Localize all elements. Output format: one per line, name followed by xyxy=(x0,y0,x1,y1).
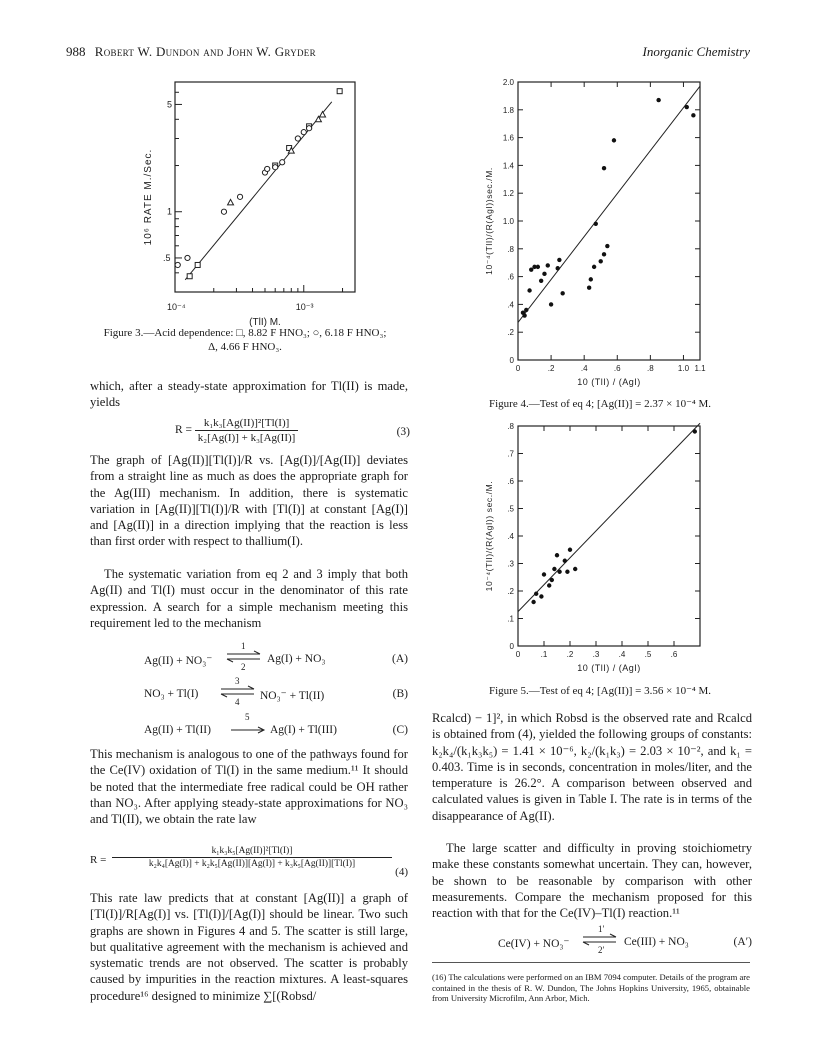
left-para-1: which, after a steady-state approximation for Tl(II) is made, yields xyxy=(90,379,408,410)
running-header-left xyxy=(66,44,316,60)
left-para-5: This rate law predicts that at constant [Ag(II)] a graph of [Tl(I)]/R[Ag(I)] vs. [Tl(I)]/[Ag(I)] should be linear. Two such graphs are shown in Figures 4 and 5. The scatter is still large, but qualitative agreement with the mechanism is achieved and systematic trends are not observed. The scatter is probably caused by impurities in the reaction mixtures. A least-squares procedure¹⁶ designed to minimize ∑[(Robsd/ xyxy=(90,891,408,1003)
figure-3-caption-line2: Δ, 4.66 F HNO₃. xyxy=(208,341,282,353)
fit-line xyxy=(518,86,700,322)
eq4-fraction xyxy=(112,846,392,869)
y-tick-label: 1.2 xyxy=(502,189,514,199)
rxnA-k-forward: 1 xyxy=(241,641,246,651)
x-tick-label: .3 xyxy=(592,650,600,659)
eq3-denominator: k₂[Ag(I)] + k₃[Ag(II)] xyxy=(197,432,296,444)
x-tick-label: .2 xyxy=(547,364,555,373)
data-point xyxy=(547,583,551,587)
data-point-triangle xyxy=(320,111,326,117)
data-point xyxy=(524,308,528,312)
arrow-right-icon xyxy=(230,726,266,734)
data-point xyxy=(550,578,554,582)
rxnB-label: (B) xyxy=(392,688,408,700)
y-tick-label: 1.4 xyxy=(502,161,514,171)
rxnC-k: 5 xyxy=(245,712,250,722)
rxnB-left: NO₃ + Tl(I) xyxy=(144,688,199,700)
data-point xyxy=(531,600,535,604)
figure-3-caption-line1: Figure 3.—Acid dependence: □, 8.82 F HNO₃; ○, 6.18 F HNO₃; xyxy=(103,327,387,339)
y-tick-label: 1 xyxy=(167,206,173,217)
data-point xyxy=(589,277,593,281)
x-axis-label: (TlI) M. xyxy=(249,317,281,328)
figure-3-caption xyxy=(80,326,410,354)
figure-3-chart xyxy=(130,72,380,328)
y-tick-label: .3 xyxy=(507,559,514,569)
left-para-2: The graph of [Ag(II)][Tl(I)]/R vs. [Ag(I)]/[Ag(II)] deviates from a straight line as much as does the appropriate graph for the Ag(III) mechanism. In addition, there is systematic variation in [Ag(II)][Tl(I)]/R with [Tl(I)] at constant [Ag(I)] and [Ag(II)] in a direction implying that the reaction is less than first order with respect to thallium(I). xyxy=(90,453,408,549)
left-para-4: This mechanism is analogous to one of the pathways found for the Ce(IV) oxidation of Tl(I) in the same medium.¹¹ It should be noted that the intermediate free radical could be OH rather than NO₃. After applying steady-state approximations for NO₃ and Tl(II), we obtain the rate law xyxy=(90,747,408,827)
x-tick-label: 10⁻⁴ xyxy=(167,302,186,312)
rxnC-right: Ag(I) + Tl(III) xyxy=(270,724,337,736)
rxnA-left: Ag(II) + NO₃⁻ xyxy=(144,655,213,667)
data-point-circle xyxy=(273,165,278,170)
data-point xyxy=(557,258,561,262)
running-header-authors: Robert W. Dundon and John W. Gryder xyxy=(94,44,316,59)
y-tick-label: .4 xyxy=(507,532,514,541)
data-point-circle xyxy=(295,136,300,141)
equation-3 xyxy=(175,417,410,444)
data-point xyxy=(693,429,697,433)
data-point xyxy=(612,138,616,142)
data-point-circle xyxy=(185,255,190,260)
x-tick-label: .5 xyxy=(644,650,652,659)
plot-frame xyxy=(518,82,700,360)
data-point-square xyxy=(337,89,342,94)
y-tick-label: 1.0 xyxy=(502,217,514,226)
eq4-lhs: R = xyxy=(90,854,107,866)
x-tick-label: .1 xyxy=(540,650,548,659)
data-point-triangle xyxy=(228,199,234,205)
footnote-16: (16) The calculations were performed on an IBM 7094 computer. Details of the program are contained in the thesis of R. W. Dundon, The Johns Hopkins University, 1965, obtainable from University Microfilm, Ann Arbor, Mich. xyxy=(432,972,750,1004)
data-point xyxy=(587,286,591,290)
y-tick-label: .7 xyxy=(507,449,514,459)
rxnA2-k-forward: 1′ xyxy=(598,924,605,934)
eq3-label: (3) xyxy=(396,426,410,438)
x-tick-label: 0 xyxy=(515,650,521,659)
data-point xyxy=(594,222,598,226)
data-point-circle xyxy=(221,209,226,214)
y-axis-label: 10⁻⁴(TlI)/(R(AgI)) sec./M. xyxy=(484,480,494,592)
rxnA2-k-reverse: 2′ xyxy=(598,945,605,955)
data-point xyxy=(522,313,526,317)
right-para-1: Rcalcd) − 1]², in which Robsd is the observed rate and Rcalcd is obtained from (4), yielded the following groups of constants: k₂k₄/(k₁k₃k₅) = 1.41 × 10⁻⁶, k₂/(k₁k₃) = 2.03 × 10⁻², and k₁ = 0.403. Time is in seconds, concentration in moles/liter, and the temperature is 26.2°. A comparison between observed and calculated values is given in Table I. The rate is in terms of the disappearance of Ag(II). xyxy=(432,711,752,823)
data-point-circle xyxy=(175,262,180,267)
y-tick-label: .8 xyxy=(507,422,514,431)
x-tick-label: .6 xyxy=(613,364,621,373)
data-point-circle xyxy=(306,126,311,131)
data-point-circle xyxy=(301,130,306,135)
data-point xyxy=(536,265,540,269)
y-tick-label: .4 xyxy=(507,300,514,310)
eq3-fraction xyxy=(195,417,299,444)
y-tick-label: 2.0 xyxy=(502,78,514,87)
data-point xyxy=(557,570,561,574)
data-point xyxy=(656,98,660,102)
eq4-numerator: k₁k₃k₅[Ag(II)]²[Tl(I)] xyxy=(112,846,392,858)
x-tick-label: .2 xyxy=(566,650,574,659)
y-tick-label: .2 xyxy=(507,587,514,596)
data-point xyxy=(568,548,572,552)
x-axis-label: 10 (TlI) / (AgI) xyxy=(577,377,641,387)
left-para-3: The systematic variation from eq 2 and 3 imply that both Ag(II) and Tl(I) must occur in the denominator of this rate expression. A search for a simple mechanism meeting this requirement led to the mechanism xyxy=(90,567,408,630)
data-point xyxy=(556,266,560,270)
data-point xyxy=(539,594,543,598)
x-tick-label: 1.1 xyxy=(694,364,706,373)
figure-5-chart xyxy=(470,420,730,676)
y-tick-label: 1.6 xyxy=(502,133,514,143)
reaction-A-prime xyxy=(432,924,752,955)
data-point-circle xyxy=(280,160,285,165)
data-point xyxy=(565,570,569,574)
y-tick-label: 0 xyxy=(509,356,514,365)
rxnA2-label: (A′) xyxy=(733,936,752,948)
x-tick-label: 0 xyxy=(515,364,521,373)
x-tick-label: .8 xyxy=(647,364,654,373)
data-point-square xyxy=(195,262,200,267)
data-point xyxy=(602,166,606,170)
page-number: 988 xyxy=(66,44,86,59)
fit-line xyxy=(518,423,700,611)
reaction-A xyxy=(90,641,408,672)
data-point xyxy=(549,302,553,306)
x-tick-label: .4 xyxy=(580,364,588,373)
rxnC-left: Ag(II) + Tl(II) xyxy=(144,724,211,736)
data-point xyxy=(542,272,546,276)
y-tick-label: 0 xyxy=(509,642,514,651)
data-point xyxy=(542,572,546,576)
data-point xyxy=(552,567,556,571)
x-axis-label: 10 (TlI) / (AgI) xyxy=(577,663,641,673)
running-header-journal: Inorganic Chemistry xyxy=(642,44,750,59)
y-tick-label: 5 xyxy=(167,99,173,110)
plot-frame xyxy=(518,426,700,646)
y-tick-label: .2 xyxy=(507,328,514,338)
rxnC-label: (C) xyxy=(392,724,408,736)
rxnB-right: NO₃⁻ + Tl(II) xyxy=(260,690,325,702)
data-point xyxy=(685,105,689,109)
data-point xyxy=(605,244,609,248)
rxnA-k-reverse: 2 xyxy=(241,662,246,672)
rxnA2-left: Ce(IV) + NO₃⁻ xyxy=(498,938,570,950)
data-point xyxy=(534,592,538,596)
y-tick-label: .1 xyxy=(507,614,514,624)
data-point-circle xyxy=(237,194,242,199)
right-para-2: The large scatter and difficulty in proving stoichiometry make these constants somewhat uncertain. They can, however, be shown to be reasonable by comparison with other measurements. Compare the mechanism proposed for this reaction with that for the Ce(IV)–Tl(I) reaction.¹¹ xyxy=(432,841,752,921)
data-point-circle xyxy=(265,166,270,171)
data-point xyxy=(599,259,603,263)
y-tick-label: .6 xyxy=(507,477,514,486)
data-point xyxy=(555,553,559,557)
plot-frame xyxy=(175,82,355,292)
y-tick-label: .6 xyxy=(507,272,514,282)
data-point xyxy=(546,263,550,267)
eq3-numerator: k₁k₃[Ag(II)]²[Tl(I)] xyxy=(195,417,299,431)
equation-4 xyxy=(90,846,408,886)
x-tick-label: .6 xyxy=(670,650,678,659)
x-tick-label: 1.0 xyxy=(677,364,690,373)
data-point xyxy=(592,265,596,269)
y-tick-label: .5 xyxy=(507,504,514,514)
data-point xyxy=(539,279,543,283)
eq3-lhs: R = xyxy=(175,424,193,437)
reaction-B xyxy=(90,676,408,707)
figure-4-chart xyxy=(470,76,730,390)
data-point xyxy=(691,113,695,117)
rxnA2-right: Ce(III) + NO₃ xyxy=(624,936,689,948)
data-point-square xyxy=(187,274,192,279)
y-axis-label: 10⁻⁴(TlI)/(R(AgI))sec./M. xyxy=(484,167,494,275)
rxnB-k-forward: 3 xyxy=(235,676,240,686)
y-tick-label: 1.8 xyxy=(502,105,514,115)
rxnA-right: Ag(I) + NO₃ xyxy=(267,653,326,665)
rxnA-label: (A) xyxy=(392,653,408,665)
eq4-denominator: k₂k₄[Ag(I)] + k₂k₅[Ag(II)][Ag(I)] + k₃k₅[Ag(II)][Tl(I)] xyxy=(148,859,356,869)
data-point xyxy=(602,252,606,256)
y-axis-label: 10⁶ RATE M./Sec. xyxy=(143,148,154,246)
figure-5-caption: Figure 5.—Test of eq 4; [Ag(II)] = 3.56 × 10⁻⁴ M. xyxy=(489,685,711,697)
y-tick-label: .8 xyxy=(507,244,514,254)
eq4-label: (4) xyxy=(395,866,408,878)
data-point xyxy=(573,567,577,571)
y-tick-label: .5 xyxy=(163,252,171,263)
x-tick-label: 10⁻³ xyxy=(295,302,314,312)
rxnB-k-reverse: 4 xyxy=(235,697,240,707)
reaction-C xyxy=(90,712,408,737)
x-tick-label: .4 xyxy=(618,650,626,659)
data-point xyxy=(527,288,531,292)
figure-4-caption: Figure 4.—Test of eq 4; [Ag(II)] = 2.37 × 10⁻⁴ M. xyxy=(489,398,711,410)
data-point xyxy=(563,559,567,563)
data-point xyxy=(560,291,564,295)
